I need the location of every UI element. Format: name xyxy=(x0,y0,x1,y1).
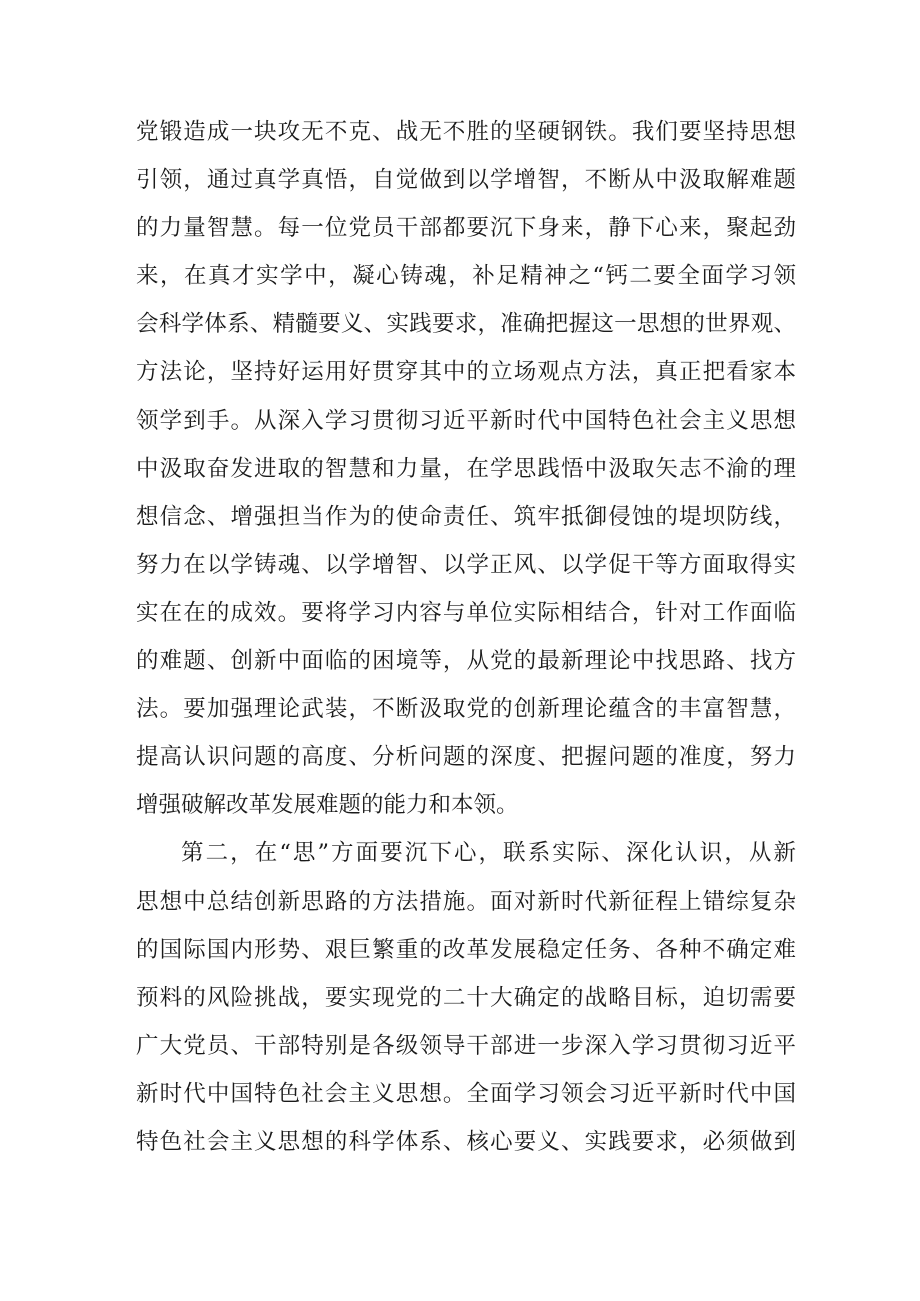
paragraph-1 xyxy=(136,108,796,829)
text-line: 的力量智慧。每一位党员干部都要沉下身来，静下心来，聚起劲 xyxy=(136,215,796,242)
text-line: 中汲取奋发进取的智慧和力量，在学思践悟中汲取矢志不渝的理 xyxy=(136,455,796,482)
text-line: 法。要加强理论武装，不断汲取党的创新理论蕴含的丰富智慧， xyxy=(136,696,796,723)
text-line: 想信念、增强担当作为的使命责任、筑牢抵御侵蚀的堤坝防线， xyxy=(136,503,796,530)
paragraph-2 xyxy=(136,829,796,1166)
text-line: 实在在的成效。要将学习内容与单位实际相结合，针对工作面临 xyxy=(136,599,796,626)
text-line: 来，在真才实学中，凝心铸魂，补足精神之“钙二要全面学习领 xyxy=(136,263,796,290)
text-line: 预料的风险挑战，要实现党的二十大确定的战略目标，迫切需要 xyxy=(136,984,796,1011)
text-line: 新时代中国特色社会主义思想。全面学习领会习近平新时代中国 xyxy=(136,1080,796,1107)
body-text xyxy=(136,108,796,1166)
text-line: 引领，通过真学真悟，自觉做到以学增智，不断从中汲取解难题 xyxy=(136,167,796,194)
text-line: 思想中总结创新思路的方法措施。面对新时代新征程上错综复杂 xyxy=(136,888,796,915)
text-line: 方法论，坚持好运用好贯穿其中的立场观点方法，真正把看家本 xyxy=(136,359,796,386)
text-line: 的国际国内形势、艰巨繁重的改革发展稳定任务、各种不确定难 xyxy=(136,936,796,963)
text-line: 广大党员、干部特别是各级领导干部进一步深入学习贯彻习近平 xyxy=(136,1032,796,1059)
text-line: 领学到手。从深入学习贯彻习近平新时代中国特色社会主义思想 xyxy=(136,407,796,434)
text-line: 特色社会主义思想的科学体系、核心要义、实践要求，必须做到 xyxy=(136,1128,796,1155)
text-line: 会科学体系、精髓要义、实践要求，准确把握这一思想的世界观、 xyxy=(136,311,796,338)
text-line: 的难题、创新中面临的困境等，从党的最新理论中找思路、找方 xyxy=(136,648,796,675)
text-line: 第二，在“思”方面要沉下心，联系实际、深化认识，从新 xyxy=(181,840,796,867)
text-line: 增强破解改革发展难题的能力和本领。 xyxy=(136,792,519,819)
text-line: 提高认识问题的高度、分析问题的深度、把握问题的准度，努力 xyxy=(136,744,796,771)
text-line: 党锻造成一块攻无不克、战无不胜的坚硬钢铁。我们要坚持思想 xyxy=(136,119,796,145)
text-line: 努力在以学铸魂、以学增智、以学正风、以学促干等方面取得实 xyxy=(136,551,796,578)
